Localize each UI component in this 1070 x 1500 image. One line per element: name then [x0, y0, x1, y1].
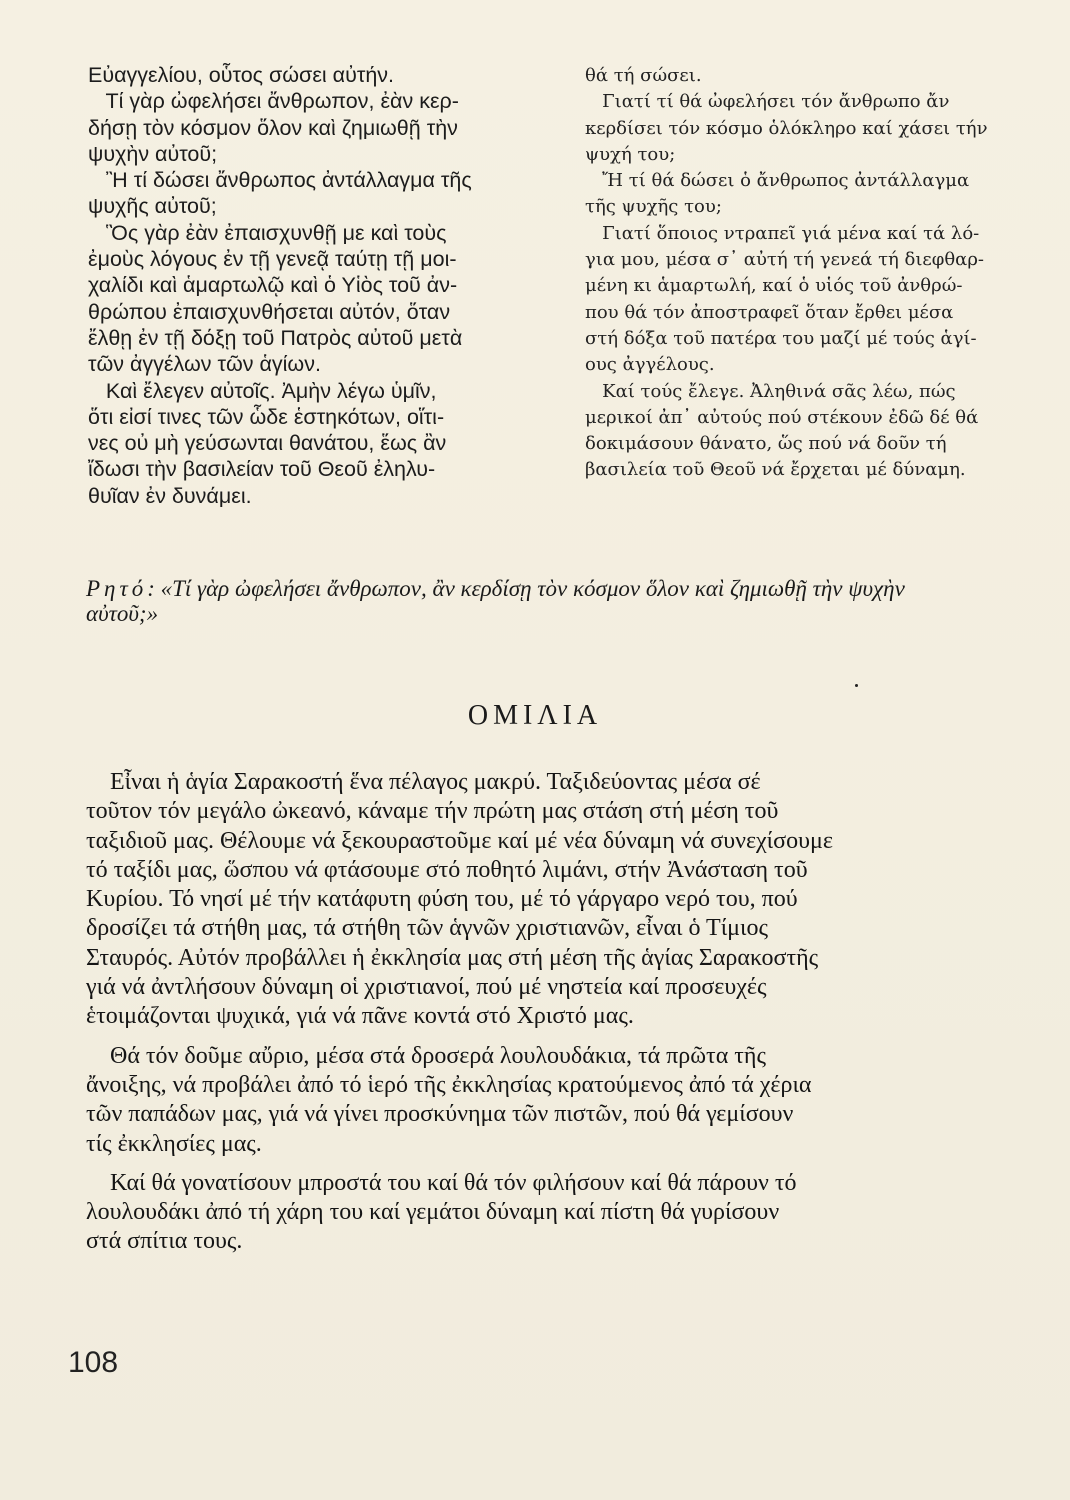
text-line: νες οὐ μὴ γεύσωνται θανάτου, ἕως ἂν — [88, 431, 447, 456]
text-line: δήσῃ τὸν κόσμον ὅλον καὶ ζημιωθῇ τὴν — [88, 115, 458, 140]
paragraph — [86, 1042, 1011, 1159]
paragraph — [86, 768, 1011, 1032]
text-line: λουλουδάκι ἀπό τή χάρη του καί γεμάτοι δύναμη καί πίστη θά γυρίσουν — [86, 1199, 780, 1226]
text-line: θυῖαν ἐν δυνάμει. — [88, 483, 252, 508]
text-line: γιά νά ἀντλήσουν δύναμη οἱ χριστιανοί, πού μέ νηστεία καί προσευχές — [86, 974, 767, 1001]
text-line: ψυχῆς αὐτοῦ; — [88, 194, 217, 219]
text-line: ἐμοὺς λόγους ἐν τῇ γενεᾷ ταύτῃ τῇ μοι- — [88, 247, 457, 272]
text-line: ἑτοιμάζονται ψυχικά, γιά νά πᾶνε κοντά στό Χριστό μας. — [86, 1003, 634, 1030]
key-verse-line: : «Τί γὰρ ὠφελήσει ἄνθρωπον, ἂν κερδίσῃ τὸν κόσμον ὅλον καὶ ζημιωθῇ τὴν ψυχὴν — [147, 576, 905, 601]
key-verse-line: αὐτοῦ;» — [86, 601, 159, 626]
stray-mark — [855, 684, 858, 687]
text-line: Ὃς γὰρ ἐὰν ἐπαισχυνθῇ με καὶ τοὺς — [88, 220, 447, 245]
text-line: Τί γὰρ ὠφελήσει ἄνθρωπον, ἐὰν κερ- — [88, 89, 459, 114]
text-line: μένη κι ἁμαρτωλή, καί ὁ υἱός τοῦ ἀνθρώ- — [585, 275, 963, 297]
text-line: Εὐαγγελίου, οὗτος σώσει αὐτήν. — [88, 63, 395, 87]
text-line: που θά τόν ἀποστραφεῖ ὅταν ἔρθει μέσα — [585, 301, 954, 323]
text-line: βασιλεία τοῦ Θεοῦ νά ἔρχεται μέ δύναμη. — [585, 459, 966, 481]
key-verse-quote — [86, 576, 1006, 626]
text-line: τοῦτον τόν μεγάλο ὠκεανό, κάναμε τήν πρώτη μας στάση στή μέση τοῦ — [86, 798, 779, 825]
text-line: δροσίζει τά στήθη μας, τά στήθη τῶν ἁγνῶν χριστιανῶν, εἶναι ὁ Τίμιος — [86, 915, 768, 942]
text-line: ἄνοιξης, νά προβάλει ἀπό τό ἱερό τῆς ἐκκλησίας κρατούμενος ἀπό τά χέρια — [86, 1071, 812, 1098]
text-line: Κυρίου. Τό νησί μέ τήν κατάφυτη φύση του, μέ τό γάργαρο νερό του, πού — [86, 886, 798, 913]
text-line: Εἶναι ἡ ἁγία Σαρακοστή ἕνα πέλαγος μακρύ. Ταξιδεύοντας μέσα σέ — [86, 769, 761, 795]
text-line: θά τή σώσει. — [585, 65, 702, 86]
text-line: στή δόξα τοῦ πατέρα του μαζί μέ τούς ἁγί- — [585, 327, 977, 349]
text-line: θρώπου ἐπαισχυνθήσεται αὐτόν, ὅταν — [88, 299, 451, 324]
text-line: για μου, μέσα σ᾿ αὐτή τή γενεά τή διεφθαρ- — [585, 249, 985, 271]
text-line: τῶν παπάδων μας, γιά νά γίνει προσκύνημα τῶν πιστῶν, πού θά γεμίσουν — [86, 1101, 794, 1128]
modern-greek-translation-column — [585, 63, 995, 484]
text-line: χαλίδι καὶ ἁμαρτωλῷ καὶ ὁ Υἱὸς τοῦ ἀν- — [88, 273, 458, 298]
section-title: ΟΜΙΛΙΑ — [467, 700, 603, 731]
text-line: Καὶ ἔλεγεν αὐτοῖς. Ἀμὴν λέγω ὑμῖν, — [88, 378, 437, 403]
text-line: ἔλθῃ ἐν τῇ δόξῃ τοῦ Πατρὸς αὐτοῦ μετὰ — [88, 325, 463, 350]
page-number: 108 — [68, 1346, 119, 1379]
text-line: Καί θά γονατίσουν μπροστά του καί θά τόν φιλήσουν καί θά πάρουν τό — [86, 1169, 797, 1196]
text-line: ὅτι εἰσί τινες τῶν ὧδε ἑστηκότων, οἵτι- — [88, 404, 445, 429]
text-line: μερικοί ἀπ᾿ αὐτούς πού στέκουν ἐδῶ δέ θά — [585, 406, 979, 428]
paragraph — [86, 1169, 1011, 1257]
text-line: Θά τόν δοῦμε αὔριο, μέσα στά δροσερά λουλουδάκια, τά πρῶτα τῆς — [86, 1042, 766, 1069]
homily-body — [86, 768, 1011, 1267]
text-line: Σταυρός. Αὐτόν προβάλλει ἡ ἐκκλησία μας στή μέση τῆς ἁγίας Σαρακοστῆς — [86, 944, 819, 971]
text-line: κερδίσει τόν κόσμο ὁλόκληρο καί χάσει τήν — [585, 117, 988, 139]
text-line: Γιατί ὅποιος ντραπεῖ γιά μένα καί τά λό- — [585, 222, 980, 244]
text-line: Καί τούς ἔλεγε. Ἀληθινά σᾶς λέω, πώς — [585, 380, 956, 402]
text-line: Ἢ τί δώσει ἄνθρωπος ἀντάλλαγμα τῆς — [88, 168, 472, 193]
text-line: δοκιμάσουν θάνατο, ὥς πού νά δοῦν τή — [585, 433, 947, 455]
text-line: ψυχή του; — [585, 143, 676, 165]
key-verse-label: Ρητό — [86, 576, 148, 601]
text-line: ἴδωσι τὴν βασιλείαν τοῦ Θεοῦ ἐληλυ- — [88, 457, 436, 482]
text-line: τῶν ἀγγέλων τῶν ἁγίων. — [88, 352, 321, 377]
text-line: τίς ἐκκλησίες μας. — [86, 1130, 262, 1157]
text-line: ους ἀγγέλους. — [585, 354, 715, 376]
text-line: Ἤ τί θά δώσει ὁ ἄνθρωπος ἀντάλλαγμα — [585, 170, 970, 192]
text-line: τῆς ψυχῆς του; — [585, 196, 722, 218]
ancient-greek-text-column — [88, 62, 520, 509]
text-line: ταξιδιοῦ μας. Θέλουμε νά ξεκουραστοῦμε καί μέ νέα δύναμη νά συνεχίσουμε — [86, 827, 833, 854]
text-line: Γιατί τί θά ὠφελήσει τόν ἄνθρωπο ἄν — [585, 91, 950, 113]
text-line: στά σπίτια τους. — [86, 1228, 243, 1255]
text-line: ψυχὴν αὐτοῦ; — [88, 141, 218, 166]
text-line: τό ταξίδι μας, ὥσπου νά φτάσουμε στό ποθητό λιμάνι, στήν Ἀνάσταση τοῦ — [86, 856, 808, 883]
